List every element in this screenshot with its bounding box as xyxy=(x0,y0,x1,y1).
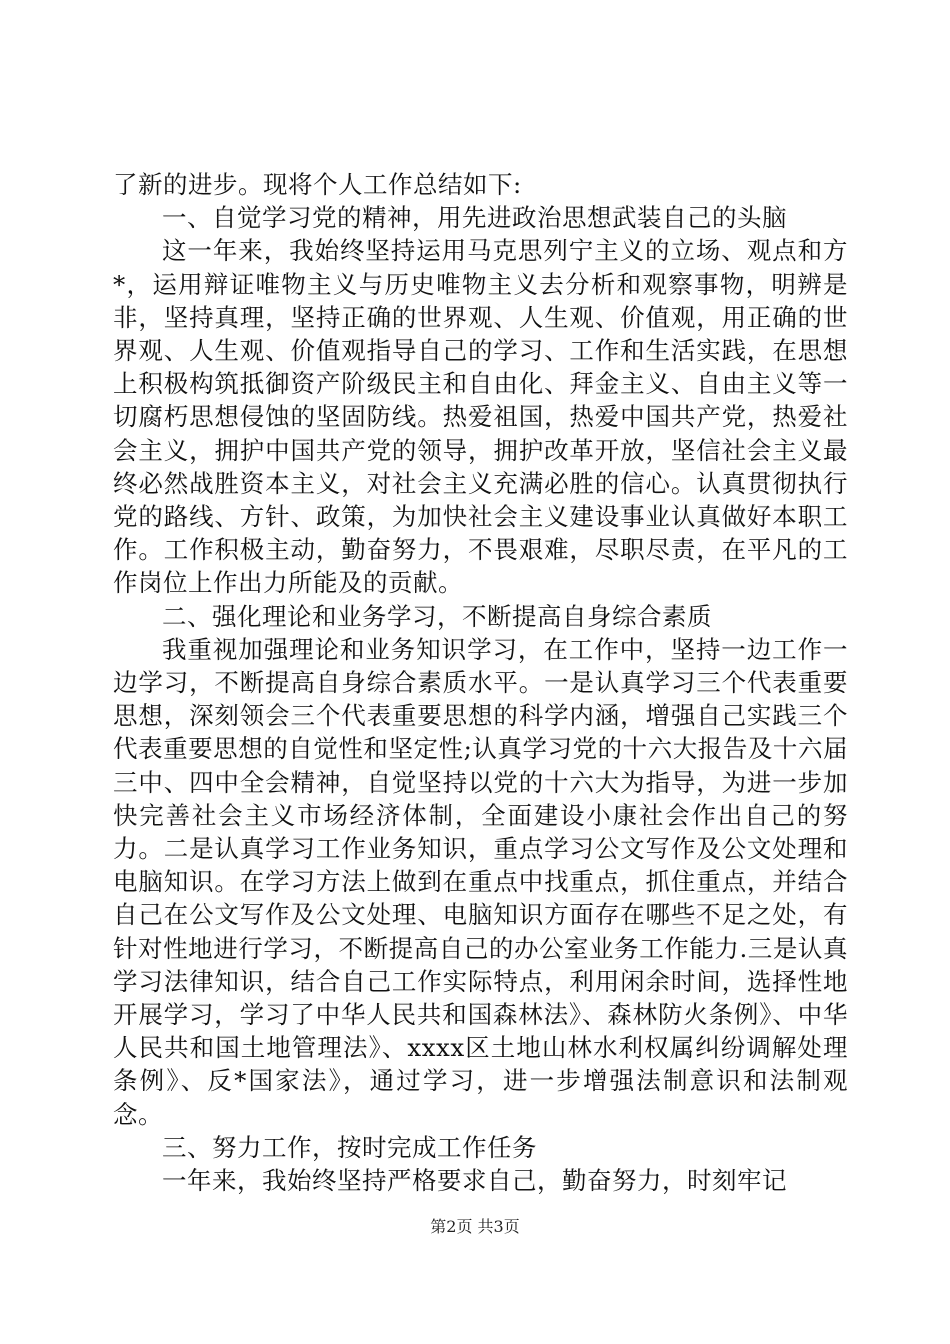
section-heading-1: 一、自觉学习党的精神，用先进政治思想武装自己的头脑 xyxy=(162,203,787,233)
paragraph-section-2: 我重视加强理论和业务知识学习，在工作中，坚持一边工作一边学习，不断提高自身综合素质水平。一是认真学习三个代表重要思想，深刻领会三个代表重要思想的科学内涵，增强自己实践三个代表重要思想的自觉性和坚定性;认真学习党的十六大报告及十六届三中、四中全会精神，自觉坚持以党的十六大为指导，为进一步加快完善社会主义市场经济体制，全面建设小康社会作出自己的努力。二是认真学习工作业务知识，重点学习公文写作及公文处理和电脑知识。在学习方法上做到在重点中找重点，抓住重点，并结合自己在公文写作及公文处理、电脑知识方面存在哪些不足之处，有针对性地进行学习，不断提高自己的办公室业务工作能力.三是认真学习法律知识，结合自己工作实际特点，利用闲余时间，选择性地开展学习，学习了中华人民共和国森林法》、森林防火条例》、中华人民共和国土地管理法》、xxxx区土地山林水利权属纠纷调解处理条例》、反*国家法》，通过学习，进一步增强法制意识和法制观念。 xyxy=(113,634,848,1129)
section-heading-3: 三、努力工作，按时完成工作任务 xyxy=(162,1132,537,1162)
page-number-label: 第2页 共3页 xyxy=(430,1217,520,1236)
paragraph-section-1: 这一年来，我始终坚持运用马克思列宁主义的立场、观点和方*，运用辩证唯物主义与历史唯物主义去分析和观察事物，明辨是非，坚持真理，坚持正确的世界观、人生观、价值观，用正确的世界观、人生观、价值观指导自己的学习、工作和生活实践，在思想上积极构筑抵御资产阶级民主和自由化、拜金主义、自由主义等一切腐朽思想侵蚀的坚固防线。热爱祖国，热爱中国共产党，热爱社会主义，拥护中国共产党的领导，拥护改革开放，坚信社会主义最终必然战胜资本主义，对社会主义充满必胜的信心。认真贯彻执行党的路线、方针、政策，为加快社会主义建设事业认真做好本职工作。工作积极主动，勤奋努力，不畏艰难，尽职尽责，在平凡的工作岗位上作出力所能及的贡献。 xyxy=(113,236,848,598)
paragraph-section-3: 一年来，我始终坚持严格要求自己，勤奋努力，时刻牢记 xyxy=(162,1166,787,1196)
page-footer xyxy=(0,1216,950,1238)
document-body xyxy=(113,168,848,1197)
paragraph-intro-continuation: 了新的进步。现将个人工作总结如下: xyxy=(113,170,522,199)
section-heading-2: 二、强化理论和业务学习，不断提高自身综合素质 xyxy=(162,601,712,631)
